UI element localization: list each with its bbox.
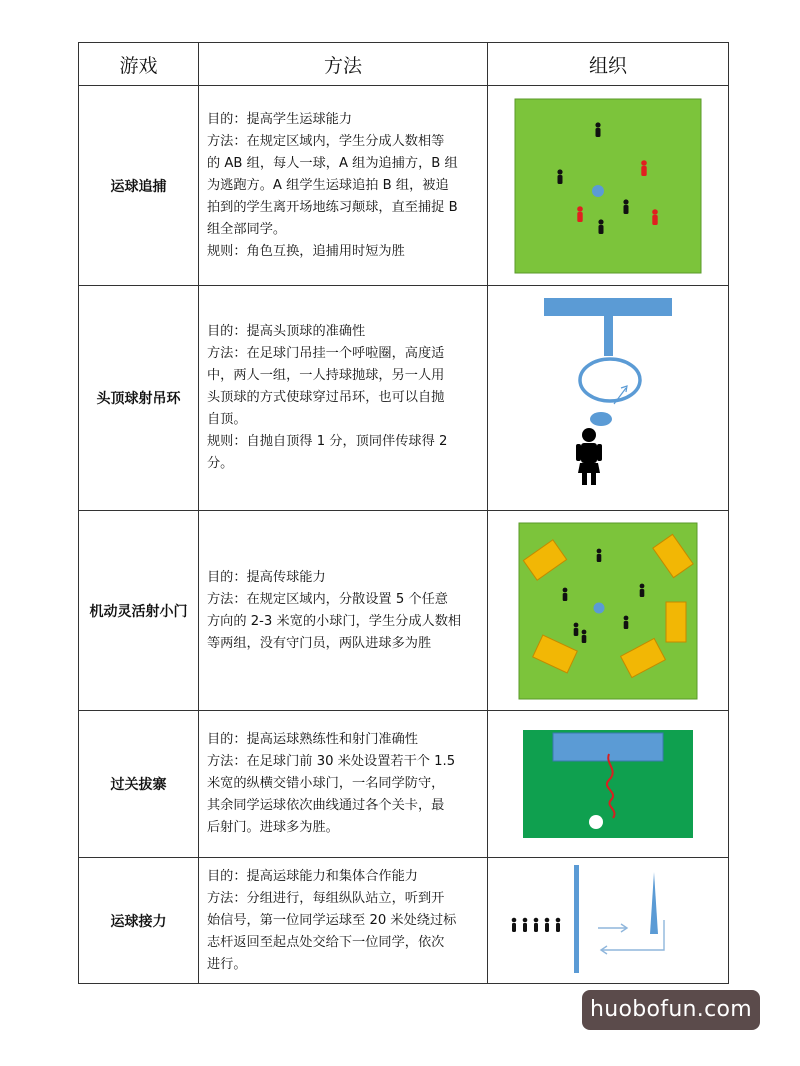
method-line: 目的：提高运球熟练性和射门准确性 (207, 732, 418, 747)
player-icon (641, 160, 647, 176)
player-icon (557, 169, 562, 184)
player-icon (512, 917, 517, 931)
ball-icon (590, 412, 612, 426)
player-icon (597, 548, 602, 561)
method-line: 自顶。 (207, 412, 247, 427)
org-diagram-cell (488, 711, 729, 858)
method-line: 等两组，没有守门员，两队进球多为胜 (207, 635, 432, 651)
small-goal (666, 602, 686, 642)
small-goals-diagram (518, 522, 698, 700)
player-icon (595, 122, 600, 137)
method-line: 方法：在规定区域内，分散设置 5 个任意 (207, 591, 448, 607)
method-line: 志杆返回至起点处交给下一位同学，依次 (207, 934, 445, 950)
player-icon (624, 615, 629, 628)
goal-bar (544, 298, 672, 316)
table-row (79, 86, 729, 286)
player-icon (563, 587, 568, 600)
player-icon (640, 583, 645, 596)
player-icon (523, 917, 528, 931)
player-icon (556, 917, 561, 931)
goal-post (604, 316, 613, 356)
method-cell (199, 711, 488, 858)
method-line: 目的：提高学生运球能力 (207, 111, 353, 127)
player-icon (582, 629, 587, 642)
table-row (79, 711, 729, 858)
player-icon (534, 917, 539, 931)
player-icon (623, 199, 628, 214)
hoop-icon (580, 359, 640, 401)
game-name: 运球接力 (79, 858, 199, 984)
header-row (79, 43, 729, 86)
method-cell (199, 511, 488, 711)
method-line: 方法：在足球门吊挂一个呼啦圈，高度适 (207, 346, 445, 361)
method-cell (199, 286, 488, 511)
ball-icon (592, 185, 604, 197)
game-name: 机动灵活射小门 (79, 511, 199, 711)
method-line: 目的：提高运球能力和集体合作能力 (207, 868, 418, 884)
field (515, 99, 701, 273)
relay-diagram (498, 862, 718, 980)
method-line: 的 AB 组，每人一球，A 组为追捕方，B 组 (207, 155, 458, 171)
method-line: 分。 (207, 456, 234, 471)
chase-field-diagram (514, 98, 702, 274)
start-line (574, 865, 579, 973)
header-hoop-diagram (518, 292, 698, 504)
table-row (79, 511, 729, 711)
method-line: 为逃跑方。A 组学生运球追拍 B 组，被追 (207, 177, 449, 193)
watermark-badge: huobofun.com (582, 990, 760, 1030)
player-icon (598, 219, 603, 234)
header-method: 方法 (199, 43, 488, 86)
method-line: 规则：自抛自顶得 1 分，顶同伴传球得 2 (207, 434, 448, 449)
header-org: 组织 (488, 43, 729, 86)
method-line: 方法：在足球门前 30 米处设置若干个 1.5 (207, 754, 456, 769)
game-name: 过关拔寨 (79, 711, 199, 858)
method-line: 方法：在规定区域内，学生分成人数相等 (207, 133, 445, 149)
method-line: 中，两人一组，一人持球抛球，另一人用 (207, 368, 445, 383)
method-line: 规则：角色互换，追捕用时短为胜 (207, 243, 405, 259)
player-icon (574, 622, 579, 635)
method-line: 组全部同学。 (207, 221, 287, 237)
ball-icon (594, 602, 605, 613)
method-cell (199, 858, 488, 984)
player-icon (652, 209, 658, 225)
game-name: 运球追捕 (79, 86, 199, 286)
player-icon (545, 917, 550, 931)
activity-table (78, 42, 729, 984)
dribble-through-diagram (523, 730, 693, 838)
method-line: 头顶球的方式使球穿过吊环，也可以自抛 (207, 390, 445, 405)
player-icon (577, 206, 583, 222)
ball-icon (589, 815, 603, 829)
method-line: 方向的 2-3 米宽的小球门，学生分成人数相 (207, 613, 462, 629)
method-line: 进行。 (207, 956, 247, 972)
method-line: 后射门。进球多为胜。 (207, 820, 339, 835)
method-line: 目的：提高头顶球的准确性 (207, 324, 366, 339)
org-diagram-cell (488, 286, 729, 511)
method-line: 其余同学运球依次曲线通过各个关卡，最 (207, 798, 445, 813)
table-row (79, 286, 729, 511)
method-line: 目的：提高传球能力 (207, 569, 326, 585)
org-diagram-cell (488, 858, 729, 984)
player-icon (576, 428, 602, 485)
org-diagram-cell (488, 511, 729, 711)
method-line: 方法：分组进行，每组纵队站立，听到开 (207, 890, 445, 906)
org-diagram-cell (488, 86, 729, 286)
method-line: 始信号，第一位同学运球至 20 米处绕过标 (207, 912, 457, 928)
table-row (79, 858, 729, 984)
game-name: 头顶球射吊环 (79, 286, 199, 511)
method-line: 米宽的纵横交错小球门，一名同学防守， (207, 776, 445, 791)
marker-pole-icon (650, 872, 658, 934)
header-game: 游戏 (79, 43, 199, 86)
method-line: 拍到的学生离开场地练习颠球，直至捕捉 B (207, 199, 458, 215)
method-cell (199, 86, 488, 286)
